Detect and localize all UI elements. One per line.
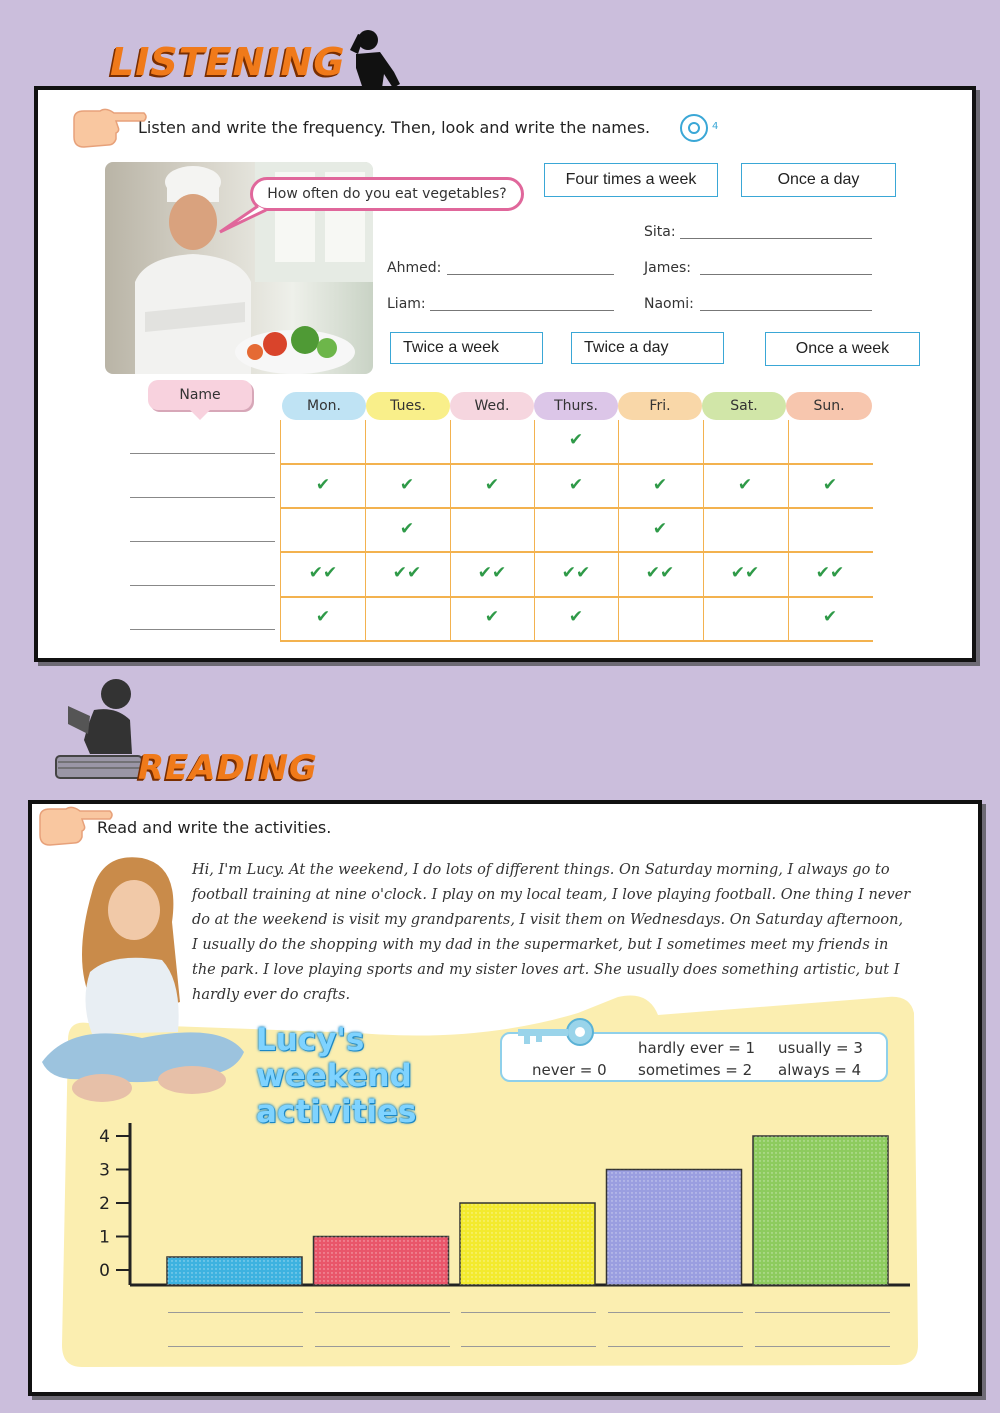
tick-cell: ✔ <box>652 475 668 495</box>
girl-illustration <box>32 852 252 1114</box>
key-icon <box>514 1016 598 1050</box>
word-box-twice-a-week: Twice a week <box>390 332 543 364</box>
speech-bubble <box>250 177 524 211</box>
name-header-tail <box>188 408 212 422</box>
name-label-james: James: <box>644 260 691 276</box>
activity-answer-line-1b[interactable] <box>168 1346 303 1347</box>
tick-cell: ✔ <box>484 607 500 627</box>
tick-cell: ✔ <box>652 519 668 539</box>
y-tick-label: 3 <box>99 1160 110 1181</box>
table-col-divider <box>534 420 535 642</box>
tick-cell: ✔✔ <box>561 563 591 583</box>
word-box-four-times-a-week: Four times a week <box>544 163 718 197</box>
reading-child-icon <box>54 676 144 780</box>
activity-answer-line-2a[interactable] <box>315 1312 450 1313</box>
name-line-james[interactable] <box>700 274 872 275</box>
day-header-sat: Sat. <box>702 392 786 420</box>
y-tick-label: 0 <box>99 1261 110 1281</box>
key-sometimes: sometimes = 2 <box>638 1061 753 1079</box>
table-row-divider <box>280 596 873 598</box>
table-col-divider <box>365 420 366 642</box>
table-name-line-2[interactable] <box>130 497 275 498</box>
name-line-sita[interactable] <box>680 238 872 239</box>
table-row-divider <box>280 640 873 642</box>
word-box-once-a-day: Once a day <box>741 163 896 197</box>
key-never: never = 0 <box>532 1061 607 1079</box>
tick-cell: ✔✔ <box>645 563 675 583</box>
track-number: 4 <box>712 121 719 132</box>
activity-answer-line-3a[interactable] <box>461 1312 596 1313</box>
tick-cell: ✔✔ <box>730 563 760 583</box>
day-header-sun: Sun. <box>786 392 872 420</box>
name-line-naomi[interactable] <box>700 310 872 311</box>
reading-heading: READING <box>138 748 318 788</box>
activity-answer-line-3b[interactable] <box>461 1346 596 1347</box>
activity-answer-line-4a[interactable] <box>608 1312 743 1313</box>
table-col-divider <box>788 420 789 642</box>
key-usually: usually = 3 <box>778 1039 863 1057</box>
chart-title-line-2: weekend <box>256 1058 412 1094</box>
y-tick-label: 4 <box>99 1127 110 1147</box>
table-row-divider <box>280 507 873 509</box>
audio-track-button[interactable] <box>680 114 708 142</box>
tick-cell: ✔ <box>822 607 838 627</box>
activity-answer-line-5b[interactable] <box>755 1346 890 1347</box>
table-name-line-3[interactable] <box>130 541 275 542</box>
day-header-wed: Wed. <box>450 392 534 420</box>
tick-cell: ✔✔ <box>392 563 422 583</box>
y-tick-label: 2 <box>99 1194 110 1214</box>
chart-title <box>256 1022 417 1130</box>
name-line-ahmed[interactable] <box>447 274 614 275</box>
name-label-ahmed: Ahmed: <box>387 260 442 276</box>
name-header <box>148 380 252 410</box>
tick-cell: ✔ <box>568 607 584 627</box>
bar-texture-2 <box>314 1237 449 1286</box>
tick-cell: ✔ <box>399 519 415 539</box>
day-header-fri: Fri. <box>618 392 702 420</box>
cd-icon <box>688 122 700 134</box>
word-box-twice-a-day: Twice a day <box>571 332 724 364</box>
bar-texture-5 <box>753 1136 888 1285</box>
chart-title-line-1: Lucy's <box>256 1022 365 1058</box>
name-line-liam[interactable] <box>430 310 614 311</box>
tick-cell: ✔ <box>399 475 415 495</box>
tick-cell: ✔ <box>737 475 753 495</box>
table-col-divider <box>618 420 619 642</box>
activity-answer-line-4b[interactable] <box>608 1346 743 1347</box>
name-label-liam: Liam: <box>387 296 426 312</box>
tick-cell: ✔ <box>568 475 584 495</box>
tick-cell: ✔ <box>568 430 584 450</box>
name-label-sita: Sita: <box>644 224 676 240</box>
table-col-divider <box>280 420 281 642</box>
tick-cell: ✔ <box>315 607 331 627</box>
tick-cell: ✔✔ <box>477 563 507 583</box>
table-name-line-5[interactable] <box>130 629 275 630</box>
activity-answer-line-5a[interactable] <box>755 1312 890 1313</box>
pointing-hand-icon <box>70 105 148 151</box>
listening-heading: LISTENING <box>110 40 346 84</box>
table-row-divider <box>280 551 873 553</box>
bar-texture-1 <box>167 1257 302 1285</box>
bar-chart <box>90 1115 920 1300</box>
table-col-divider <box>703 420 704 642</box>
tick-cell: ✔✔ <box>815 563 845 583</box>
table-name-line-1[interactable] <box>130 453 275 454</box>
key-hardly-ever: hardly ever = 1 <box>638 1039 756 1057</box>
speech-bubble-tail <box>218 204 268 234</box>
tick-cell: ✔ <box>315 475 331 495</box>
reading-instruction: Read and write the activities. <box>97 818 332 837</box>
y-tick-label: 1 <box>99 1227 110 1248</box>
reading-passage: Hi, I'm Lucy. At the weekend, I do lots of different things. On Saturday morning, I always go to football training at nine o'clock. I play on my local team, I love playing football. One thing I never do at the weekend is visit my grandparents, I visit them on Wednesdays. On Saturday afternoon, I usually do the shopping with my dad in the supermarket, but I sometimes meet my friends in the park. I love playing sports and my sister loves art. She usually does something artistic, but I hardly ever do crafts. <box>192 862 911 1003</box>
tick-cell: ✔✔ <box>308 563 338 583</box>
name-header-label: Name <box>179 387 221 403</box>
day-header-thurs: Thurs. <box>534 392 618 420</box>
bar-texture-3 <box>460 1203 595 1285</box>
word-box-once-a-week: Once a week <box>765 332 920 366</box>
table-col-divider <box>450 420 451 642</box>
key-always: always = 4 <box>778 1061 862 1079</box>
day-header-mon: Mon. <box>282 392 366 420</box>
bar-texture-4 <box>607 1170 742 1286</box>
chart-title-line-3: activities <box>256 1094 417 1130</box>
activity-answer-line-2b[interactable] <box>315 1346 450 1347</box>
speech-text: How often do you eat vegetables? <box>267 186 507 202</box>
table-name-line-4[interactable] <box>130 585 275 586</box>
tick-cell: ✔ <box>822 475 838 495</box>
tick-cell: ✔ <box>484 475 500 495</box>
table-row-divider <box>280 463 873 465</box>
day-header-tues: Tues. <box>366 392 450 420</box>
name-label-naomi: Naomi: <box>644 296 694 312</box>
listening-instruction: Listen and write the frequency. Then, look and write the names. <box>138 118 651 137</box>
activity-answer-line-1a[interactable] <box>168 1312 303 1313</box>
